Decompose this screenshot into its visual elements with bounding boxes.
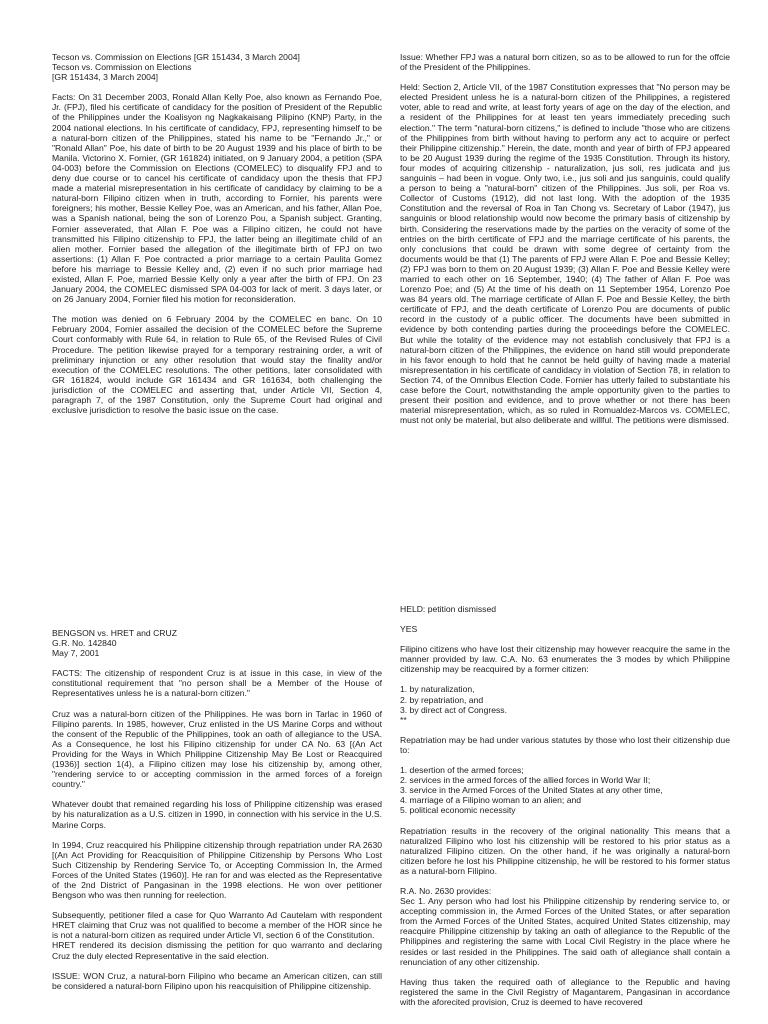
tecson-left-column <box>52 52 382 425</box>
subsequently-paragraph: Subsequently, petitioner filed a case for Quo Warranto Ad Cautelam with respondent HRET claiming that Cruz was not qualified to become a member of the HOR since he is not a natural-born citizen as required under Article VI, section 6 of the Constitution. <box>52 910 382 941</box>
tecson-right-column <box>400 52 730 435</box>
case-header <box>52 52 382 82</box>
list-item: ** <box>400 714 407 725</box>
held-paragraph: Held: Section 2, Article VII, of the 1987 Constitution expresses that "No person may be elected President unless he is a natural-born citizen of the Philippines, a registered voter, able to read and write, at least forty years of age on the day of the election, and a resident of the Philippines for at least ten years immediately preceding such election." The term "natural-born citizens," is defined to include "those who are citizens of the Philippines from birth without having to perform any act to acquire or perfect their Philippine citizenship." Herein, the date, month and year of birth of FPJ appeared to be 20 August 1939 during the regime of the 1935 Constitution. Through its history, four modes of acquiring citizenship - naturalization, jus soli, res judicata and jus sanguinis – had been in vogue. Only two, i.e., jus soli and jus sanguinis, could qualify a person to being a "natural-born" citizen of the Philippines. Jus soli, per Roa vs. Collector of Customs (1912), did not last long. With the adoption of the 1935 Constitution and the reversal of Roa in Tan Chong vs. Secretary of Labor (1947), jus sanguinis or blood relationship would now become the primary basis of citizenship by birth. Considering the reservations made by the parties on the veracity of some of the entries on the birth certificate of FPJ and the marriage certificate of his parents, the only conclusions that could be drawn with some degree of certainty from the documents would be that (1) The parents of FPJ were Allan F. Poe and Bessie Kelley; (2) FPJ was born to them on 20 August 1939; (3) Allan F. Poe and Bessie Kelley were married to each other on 16 September, 1940; (4) The father of Allan F. Poe was Lorenzo Poe; and (5) At the time of his death on 11 September 1954, Lorenzo Poe was 84 years old. The marriage certificate of Allan F. Poe and Bessie Kelley, the birth certificate of FPJ, and the death certificate of Lorenzo Pou are documents of public record in the custody of a public officer. The documents have been submitted in evidence by both contending parties during the proceedings before the COMELEC. But while the totality of the evidence may not establish conclusively that FPJ is a natural-born citizen of the Philippines, the evidence on hand still would preponderate in his favor enough to hold that he cannot be held guilty of having made a material misrepresentation in his certificate of candidacy in violation of Section 78, in relation to Section 74, of the Omnibus Election Code. Fornier has utterly failed to substantiate his case before the Court, notwithstanding the ample opportunity given to the parties to present their position and evidence, and to prove whether or not there has been material misrepresentation, which, as so ruled in Romualdez-Marcos vs. COMELEC, must not only be material, but also deliberate and willful. The petitions were dismissed. <box>400 82 730 426</box>
case-header-line: BENGSON vs. HRET and CRUZ <box>52 628 177 638</box>
facts-paragraph: Facts: On 31 December 2003, Ronald Allan Kelly Poe, also known as Fernando Poe, Jr. (FPJ), filed his certificate of candidacy for the position of President of the Republic of the Philippines under the Koalisyon ng Nagkakaisang Pilipino (KNP) Party, in the 2004 national elections. In his certificate of candidacy, FPJ, representing himself to be a natural-born citizen of the Philippines, stated his name to be "Fernando Jr.," or "Ronald Allan" Poe, his date of birth to be 20 August 1939 and his place of birth to be Manila. Victorino X. Fornier, (GR 161824) initiated, on 9 January 2004, a petition (SPA 04-003) before the Commission on Elections (COMELEC) to disqualify FPJ and to deny due course or to cancel his certificate of candidacy upon the thesis that FPJ made a material misrepresentation in his certificate of candidacy by claiming to be a natural-born Filipino citizen when in truth, according to Fornier, his parents were foreigners; his mother, Bessie Kelley Poe, was an American, and his father, Allan Poe, was a Spanish national, being the son of Lorenzo Pou, a Spanish subject. Granting, Fornier asseverated, that Allan F. Poe was a Filipino citizen, he could not have transmitted his Filipino citizenship to FPJ, the latter being an illegitimate child of an alien mother. Fornier based the allegation of the illegitimate birth of FPJ on two assertions: (1) Allan F. Poe contracted a prior marriage to a certain Paulita Gomez before his marriage to Bessie Kelley and, (2) even if no such prior marriage had existed, Allan F. Poe, married Bessie Kelly only a year after the birth of FPJ. On 23 January 2004, the COMELEC dismissed SPA 04-003 for lack of merit. 3 days later, or on 26 January 2004, Fornier filed his motion for reconsideration. <box>52 92 382 305</box>
case-header-line: [GR 151434, 3 March 2004] <box>52 72 159 83</box>
causes-list <box>400 765 730 815</box>
list-item: 5. political economic necessity <box>400 805 516 816</box>
repatriation-intro-paragraph: Repatriation may be had under various statutes by those who lost their citizenship due to: <box>400 734 730 755</box>
filipino-citizens-paragraph: Filipino citizens who have lost their citizenship may however reacquire the same in the manner provided by law. C.A. No. 63 enumerates the 3 modes by which Philippine citizenship may be reacquired by a former citizen: <box>400 644 730 675</box>
having-taken-paragraph: Having thus taken the required oath of allegiance to the Republic and having registered the same in the Civil Registry of Magantarem, Pangasinan in accordance with the aforecited provision, Cruz is deemed to have recovered <box>400 976 730 1007</box>
issue-paragraph: Issue: Whether FPJ was a natural born citizen, so as to be allowed to run for the offcie of the President of the Philippines. <box>400 52 730 73</box>
list-item: 3. by direct act of Congress. <box>400 704 507 715</box>
list-item: 1. desertion of the armed forces; <box>400 765 524 776</box>
repatriation-results-paragraph: Repatriation results in the recovery of the original nationality This means that a naturalized Filipino who lost his citizenship will be restored to his prior status as a naturalized Filipino citizen. On the other hand, if he was originally a natural-born citizen before he lost his Philippine citizenship, he will be restored to his former status as a natural-born Filipino. <box>400 825 730 876</box>
bengson-left-column <box>52 628 382 1001</box>
motion-paragraph: The motion was denied on 6 February 2004 by the COMELEC en banc. On 10 February 2004, Fornier assailed the decision of the COMELEC before the Supreme Court conformably with Rule 64, in relation to Rule 65, of the Revised Rules of Civil Procedure. The petition likewise prayed for a temporary restraining order, a writ of preliminary injunction or any other resolution that would stay the finality and/or execution of the COMELEC resolutions. The other petitions, later consolidated with GR 161824, would include GR 161434 and GR 161634, both challenging the jurisdiction of the COMELEC and asserting that, under Article VII, Section 4, paragraph 7, of the 1987 Constitution, only the Supreme Court had original and exclusive jurisdiction to resolve the basic issue on the case. <box>52 314 382 416</box>
reacquired-paragraph: In 1994, Cruz reacquired his Philippine citizenship through repatriation under RA 2630 [(An Act Providing for Reacquisition of Philippine Citizenship by Persons Who Lost Such Citizenship by Rendering Service To, or Accepting Commission In, the Armed Forces of the United States (1960)]. He ran for and was elected as the Representative of the 2nd District of Pangasinan in the 1998 elections. He won over petitioner Bengson who was then running for reelection. <box>52 839 382 901</box>
held-line: HELD: petition dismissed <box>400 604 497 614</box>
case-header-line: Tecson vs. Commission on Elections [GR 151434, 3 March 2004] <box>52 52 300 62</box>
modes-list <box>400 684 730 724</box>
facts-paragraph: FACTS: The citizenship of respondent Cruz is at issue in this case, in view of the constitutional requirement that "no person shall be a Member of the House of Representatives unless he is a natural-born citizen." <box>52 668 382 699</box>
list-item: 2. by repatriation, and <box>400 694 484 705</box>
bengson-right-column <box>400 604 730 1017</box>
cruz-born-paragraph: Cruz was a natural-born citizen of the Philippines. He was born in Tarlac in 1960 of Filipino parents. In 1985, however, Cruz enlisted in the US Marine Corps and without the consent of the Republic of the Philippines, took an oath of allegiance to the USA. As a Consequence, he lost his Filipino citizenship for under CA No. 63 [(An Act Providing for the Ways in Which Philippine Citizenship May Be Lost or Reacquired (1936)] section 1(4), a Filipino citizen may lose his citizenship by, among other, "rendering service to or accepting commission in the armed forces of a foreign country." <box>52 708 382 790</box>
case-header-line: Tecson vs. Commission on Elections <box>52 62 192 73</box>
list-item: 1. by naturalization, <box>400 684 475 695</box>
list-item: 4. marriage of a Filipino woman to an alien; and <box>400 795 582 806</box>
case-header-line: G.R. No. 142840 <box>52 638 117 649</box>
case-header-line: May 7, 2001 <box>52 648 100 659</box>
case-header <box>52 628 382 658</box>
list-item: 2. services in the armed forces of the allied forces in World War II; <box>400 775 651 786</box>
section-1-paragraph: Sec 1. Any person who had lost his Philippine citizenship by rendering service to, or accepting commission in, the Armed Forces of the United States, or after separation from the Armed Forces of the United States, acquired United States citizenship, may reacquire Philippine citizenship by taking an oath of allegiance to the Republic of the Philippines and registering the same with Local Civil Registry in the place where he resides or last resided in the Philippines. The said oath of allegiance shall contain a renunciation of any other citizenship. <box>400 896 730 967</box>
list-item: 3. service in the Armed Forces of the United States at any other time, <box>400 785 663 796</box>
hret-decision-paragraph: HRET rendered its decision dismissing the petition for quo warranto and declaring Cruz the duly elected Representative in the said election. <box>52 940 382 961</box>
yes-line: YES <box>400 624 418 635</box>
issue-paragraph: ISSUE: WON Cruz, a natural-born Filipino who became an American citizen, can still be considered a natural-born Filipino upon his reacquisition of Philippine citizenship. <box>52 970 382 991</box>
ra-provides-line: R.A. No. 2630 provides: <box>400 885 492 896</box>
doubt-paragraph: Whatever doubt that remained regarding his loss of Philippine citizenship was erased by his naturalization as a U.S. citizen in 1990, in connection with his service in the U.S. Marine Corps. <box>52 799 382 830</box>
